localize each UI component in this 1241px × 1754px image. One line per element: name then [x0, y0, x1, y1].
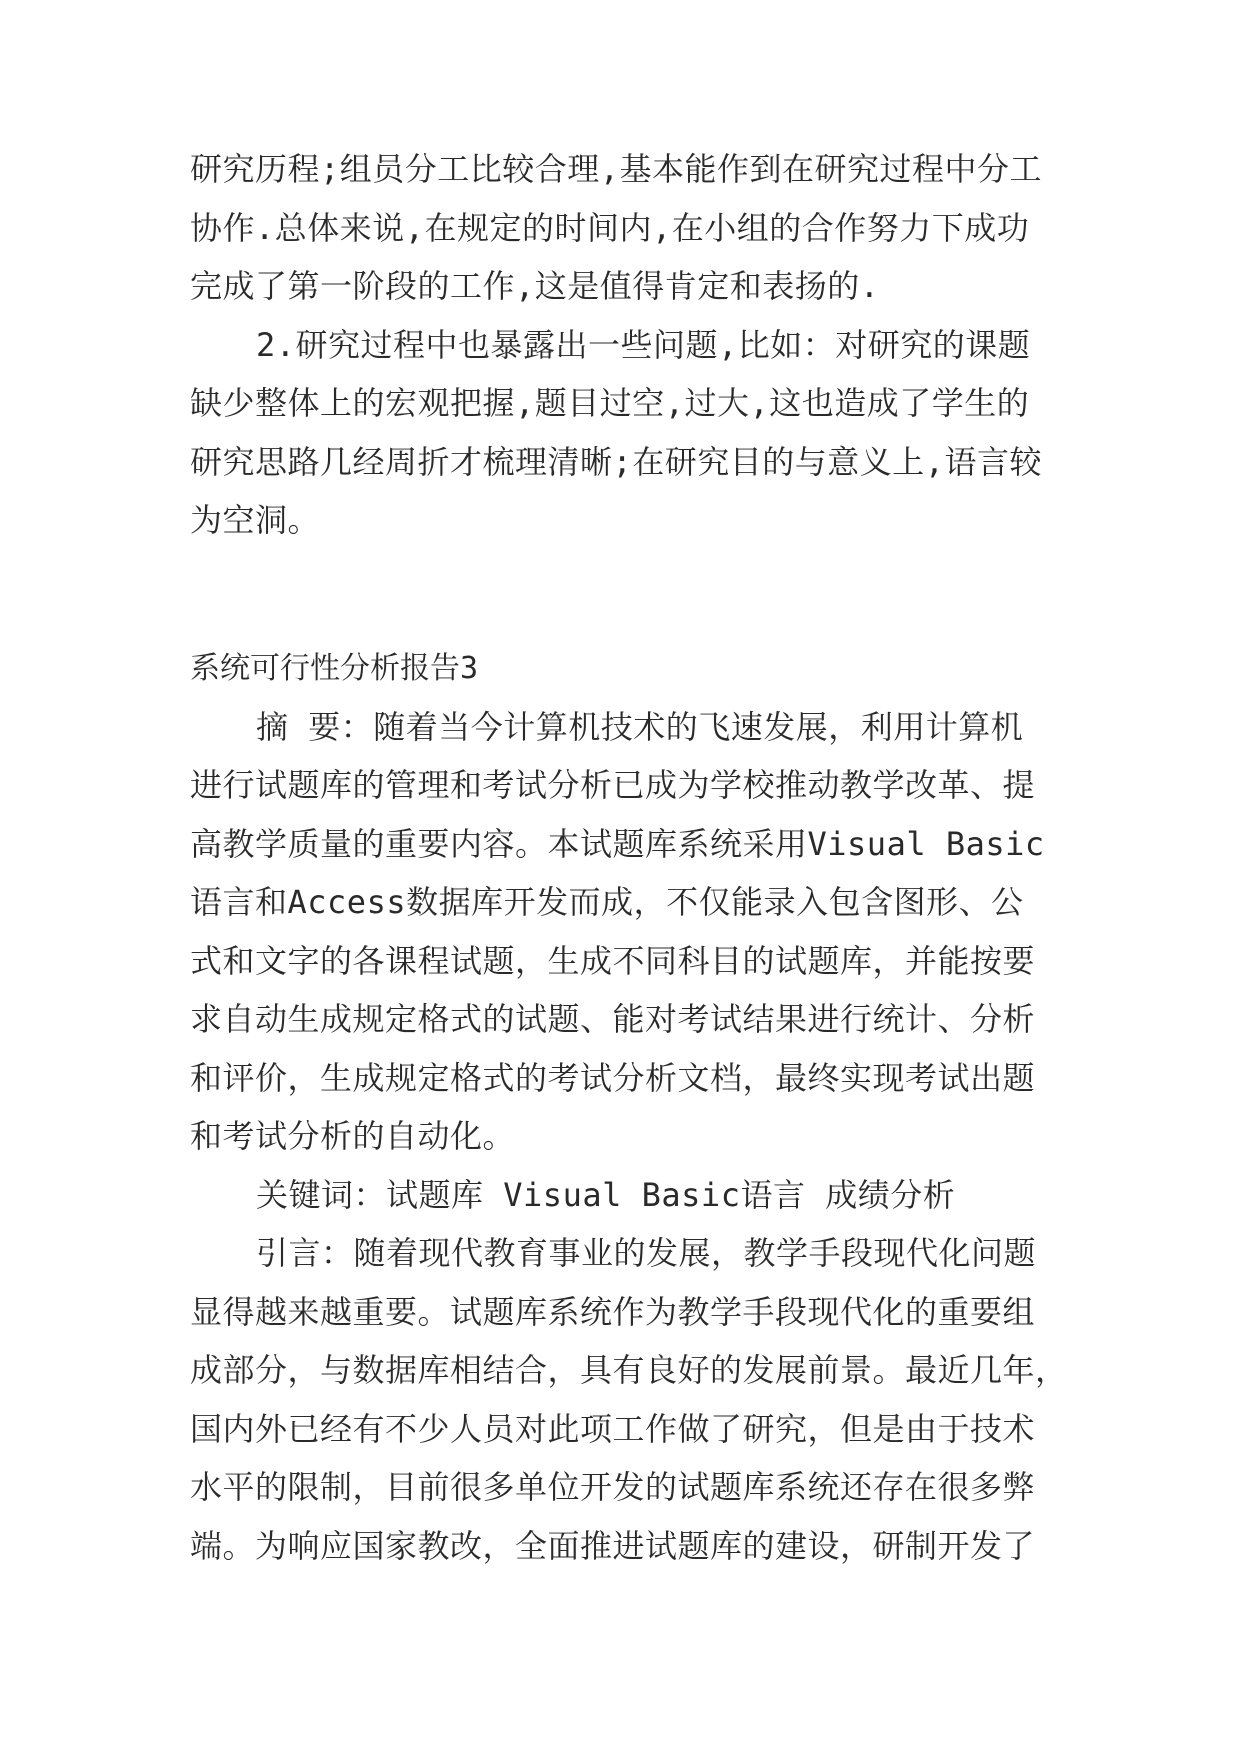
text-line: 研究历程;组员分工比较合理,基本能作到在研究过程中分工 [190, 150, 1043, 188]
paragraph-research-problems [190, 316, 1050, 550]
text-line: 端。为响应国家教改，全面推进试题库的建设，研制开发了 [190, 1526, 1036, 1565]
text-line: 缺少整体上的宏观把握,题目过空,过大,这也造成了学生的 [190, 384, 1030, 422]
section-heading: 系统可行性分析报告3 [190, 650, 479, 686]
text-line: 语言和Access数据库开发而成，不仅能录入包含图形、公 [190, 883, 1024, 921]
text-line: 求自动生成规定格式的试题、能对考试结果进行统计、分析 [190, 1000, 1036, 1038]
keywords-line: 关键词：试题库 Visual Basic语言 成绩分析 [256, 1175, 956, 1214]
text-line: 研究思路几经周折才梳理清晰;在研究目的与意义上,语言较 [190, 442, 1043, 481]
text-line: 引言：随着现代教育事业的发展，教学手段现代化问题 [256, 1234, 1037, 1272]
text-line: 成部分，与数据库相结合，具有良好的发展前景。最近几年， [190, 1351, 1068, 1389]
text-line: 高教学质量的重要内容。本试题库系统采用Visual Basic [190, 824, 1045, 863]
text-line: 2.研究过程中也暴露出一些问题,比如：对研究的课题 [256, 325, 1031, 364]
text-line: 国内外已经有不少人员对此项工作做了研究，但是由于技术 [190, 1409, 1036, 1448]
section-gap [190, 550, 1050, 640]
document-page [190, 140, 1068, 1575]
text-line: 和评价，生成规定格式的考试分析文档，最终实现考试出题 [190, 1058, 1036, 1097]
text-line: 式和文字的各课程试题，生成不同科目的试题库，并能按要 [190, 941, 1036, 980]
text-line: 和考试分析的自动化。 [190, 1117, 516, 1155]
paragraph-abstract [190, 698, 1050, 1166]
text-line: 完成了第一阶段的工作,这是值得肯定和表扬的. [190, 267, 880, 305]
text-line: 摘 要：随着当今计算机技术的飞速发展，利用计算机 [256, 707, 1024, 746]
paragraph-research-history [190, 140, 1050, 316]
paragraph-introduction [190, 1224, 1068, 1575]
text-line: 进行试题库的管理和考试分析已成为学校推动教学改革、提 [190, 766, 1036, 804]
text-line: 协作.总体来说,在规定的时间内,在小组的合作努力下成功 [190, 208, 1030, 247]
text-line: 显得越来越重要。试题库系统作为教学手段现代化的重要组 [190, 1292, 1036, 1331]
text-line: 水平的限制，目前很多单位开发的试题库系统还存在很多弊 [190, 1468, 1036, 1506]
text-line: 为空洞。 [190, 501, 321, 539]
